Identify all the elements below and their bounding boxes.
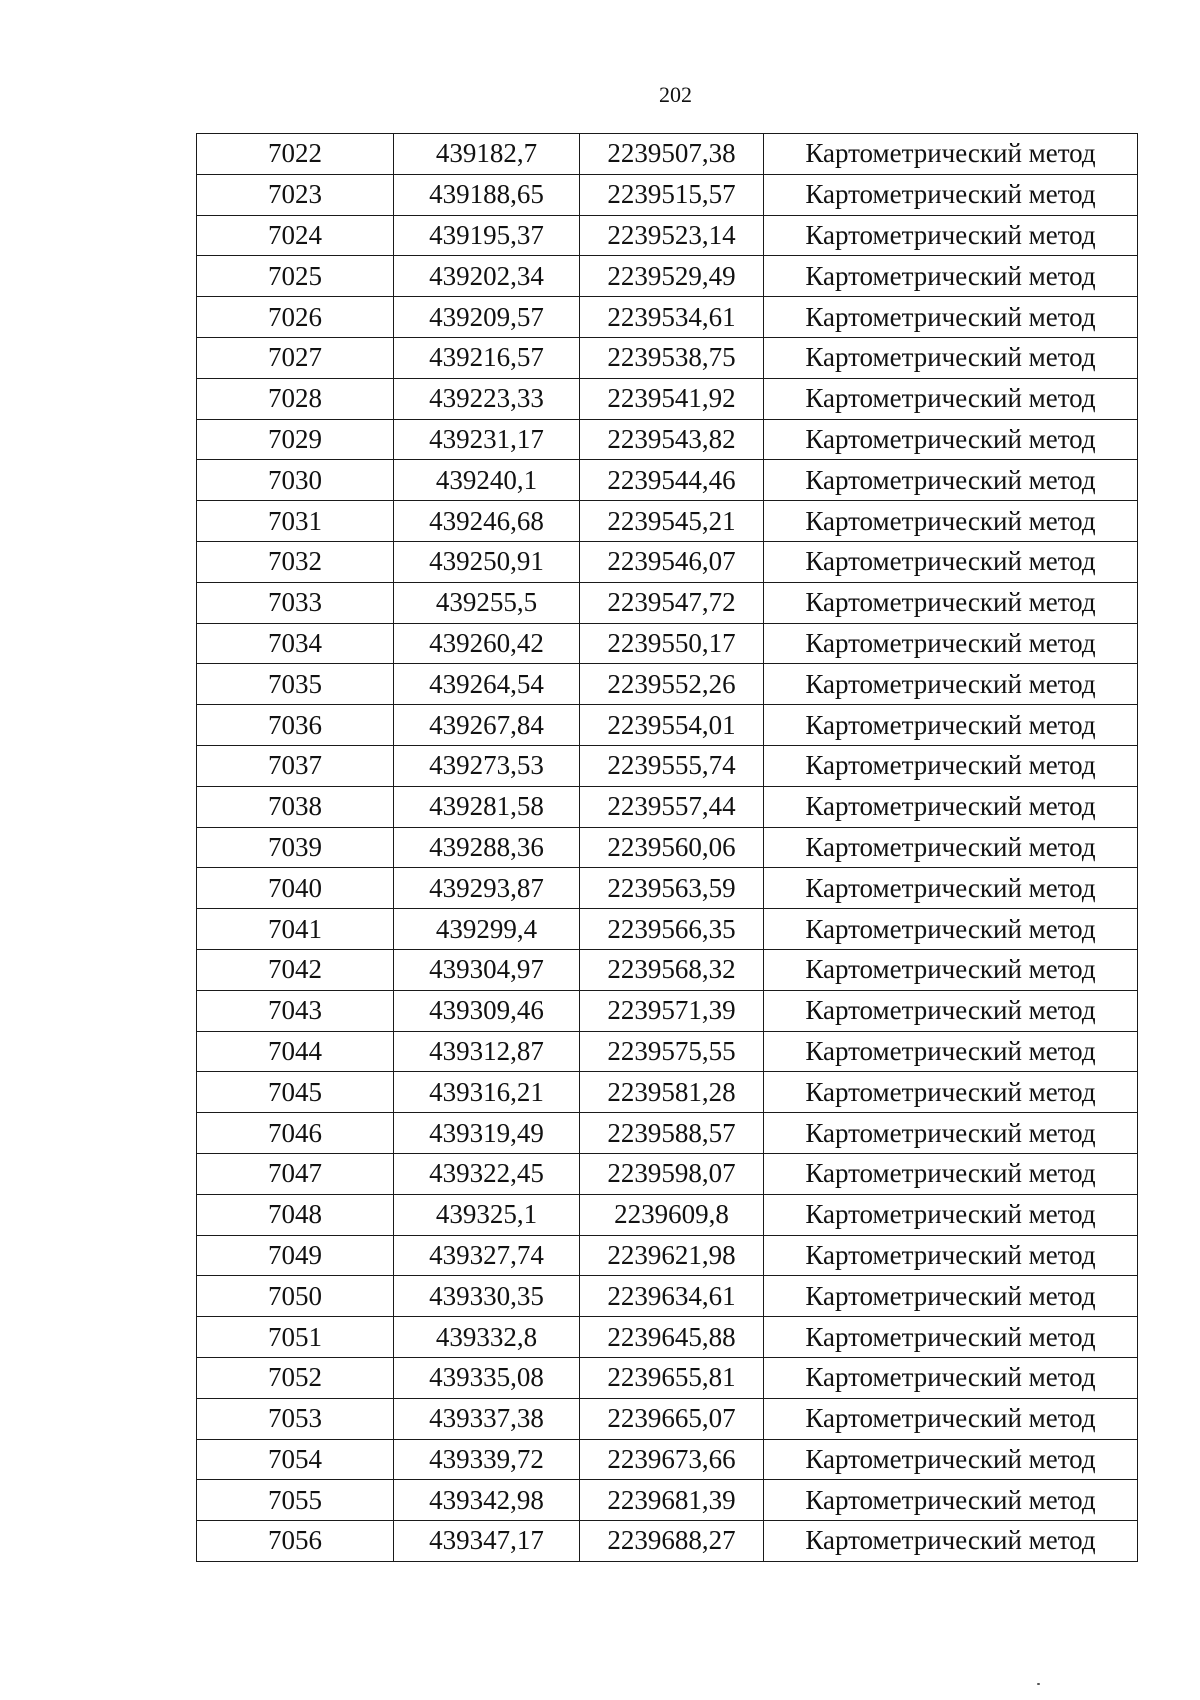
method-cell: Картометрический метод: [764, 868, 1138, 909]
y-coordinate-cell: 2239534,61: [580, 297, 764, 338]
x-coordinate-cell: 439304,97: [394, 949, 580, 990]
y-coordinate-cell: 2239566,35: [580, 909, 764, 950]
y-coordinate-cell: 2239581,28: [580, 1072, 764, 1113]
x-coordinate-cell: 439312,87: [394, 1031, 580, 1072]
y-coordinate-cell: 2239523,14: [580, 215, 764, 256]
y-coordinate-cell: 2239563,59: [580, 868, 764, 909]
method-cell: Картометрический метод: [764, 786, 1138, 827]
table-row: [197, 419, 1138, 460]
point-number-cell: 7030: [197, 460, 394, 501]
table-row: [197, 1398, 1138, 1439]
table-row: [197, 1357, 1138, 1398]
point-number-cell: 7054: [197, 1439, 394, 1480]
x-coordinate-cell: 439322,45: [394, 1153, 580, 1194]
x-coordinate-cell: 439332,8: [394, 1317, 580, 1358]
y-coordinate-cell: 2239681,39: [580, 1480, 764, 1521]
y-coordinate-cell: 2239560,06: [580, 827, 764, 868]
x-coordinate-cell: 439342,98: [394, 1480, 580, 1521]
table-row: [197, 868, 1138, 909]
point-number-cell: 7024: [197, 215, 394, 256]
point-number-cell: 7049: [197, 1235, 394, 1276]
y-coordinate-cell: 2239688,27: [580, 1521, 764, 1562]
point-number-cell: 7048: [197, 1194, 394, 1235]
x-coordinate-cell: 439188,65: [394, 174, 580, 215]
table-row: [197, 786, 1138, 827]
y-coordinate-cell: 2239665,07: [580, 1398, 764, 1439]
x-coordinate-cell: 439330,35: [394, 1276, 580, 1317]
method-cell: Картометрический метод: [764, 745, 1138, 786]
x-coordinate-cell: 439281,58: [394, 786, 580, 827]
table-row: [197, 174, 1138, 215]
y-coordinate-cell: 2239655,81: [580, 1357, 764, 1398]
point-number-cell: 7032: [197, 541, 394, 582]
x-coordinate-cell: 439255,5: [394, 582, 580, 623]
method-cell: Картометрический метод: [764, 1480, 1138, 1521]
table-row: [197, 256, 1138, 297]
y-coordinate-cell: 2239557,44: [580, 786, 764, 827]
point-number-cell: 7046: [197, 1113, 394, 1154]
x-coordinate-cell: 439240,1: [394, 460, 580, 501]
method-cell: Картометрический метод: [764, 1521, 1138, 1562]
y-coordinate-cell: 2239634,61: [580, 1276, 764, 1317]
y-coordinate-cell: 2239598,07: [580, 1153, 764, 1194]
table-row: [197, 1317, 1138, 1358]
y-coordinate-cell: 2239543,82: [580, 419, 764, 460]
table-row: [197, 827, 1138, 868]
table-row: [197, 297, 1138, 338]
coordinates-table: [196, 133, 1138, 1562]
method-cell: Картометрический метод: [764, 297, 1138, 338]
page-number: 202: [659, 82, 692, 107]
y-coordinate-cell: 2239547,72: [580, 582, 764, 623]
y-coordinate-cell: 2239507,38: [580, 134, 764, 175]
y-coordinate-cell: 2239550,17: [580, 623, 764, 664]
x-coordinate-cell: 439309,46: [394, 990, 580, 1031]
point-number-cell: 7026: [197, 297, 394, 338]
scan-speck: [1037, 1683, 1040, 1685]
y-coordinate-cell: 2239673,66: [580, 1439, 764, 1480]
x-coordinate-cell: 439250,91: [394, 541, 580, 582]
y-coordinate-cell: 2239554,01: [580, 705, 764, 746]
point-number-cell: 7050: [197, 1276, 394, 1317]
y-coordinate-cell: 2239544,46: [580, 460, 764, 501]
x-coordinate-cell: 439293,87: [394, 868, 580, 909]
x-coordinate-cell: 439325,1: [394, 1194, 580, 1235]
method-cell: Картометрический метод: [764, 623, 1138, 664]
method-cell: Картометрический метод: [764, 1398, 1138, 1439]
point-number-cell: 7022: [197, 134, 394, 175]
x-coordinate-cell: 439216,57: [394, 337, 580, 378]
table-row: [197, 1521, 1138, 1562]
x-coordinate-cell: 439267,84: [394, 705, 580, 746]
method-cell: Картометрический метод: [764, 1113, 1138, 1154]
y-coordinate-cell: 2239609,8: [580, 1194, 764, 1235]
point-number-cell: 7033: [197, 582, 394, 623]
y-coordinate-cell: 2239575,55: [580, 1031, 764, 1072]
table-row: [197, 1235, 1138, 1276]
x-coordinate-cell: 439260,42: [394, 623, 580, 664]
point-number-cell: 7039: [197, 827, 394, 868]
table-row: [197, 1480, 1138, 1521]
method-cell: Картометрический метод: [764, 990, 1138, 1031]
x-coordinate-cell: 439327,74: [394, 1235, 580, 1276]
table-row: [197, 623, 1138, 664]
table-row: [197, 949, 1138, 990]
method-cell: Картометрический метод: [764, 256, 1138, 297]
method-cell: Картометрический метод: [764, 1194, 1138, 1235]
point-number-cell: 7023: [197, 174, 394, 215]
method-cell: Картометрический метод: [764, 174, 1138, 215]
point-number-cell: 7025: [197, 256, 394, 297]
point-number-cell: 7044: [197, 1031, 394, 1072]
table-row: [197, 215, 1138, 256]
point-number-cell: 7029: [197, 419, 394, 460]
x-coordinate-cell: 439339,72: [394, 1439, 580, 1480]
x-coordinate-cell: 439195,37: [394, 215, 580, 256]
method-cell: Картометрический метод: [764, 134, 1138, 175]
method-cell: Картометрический метод: [764, 541, 1138, 582]
method-cell: Картометрический метод: [764, 1317, 1138, 1358]
table-row: [197, 1031, 1138, 1072]
method-cell: Картометрический метод: [764, 1357, 1138, 1398]
x-coordinate-cell: 439202,34: [394, 256, 580, 297]
method-cell: Картометрический метод: [764, 419, 1138, 460]
point-number-cell: 7045: [197, 1072, 394, 1113]
method-cell: Картометрический метод: [764, 1031, 1138, 1072]
table-row: [197, 745, 1138, 786]
method-cell: Картометрический метод: [764, 1072, 1138, 1113]
table-row: [197, 460, 1138, 501]
x-coordinate-cell: 439316,21: [394, 1072, 580, 1113]
coordinates-table-body: [197, 134, 1138, 1562]
table-row: [197, 1276, 1138, 1317]
method-cell: Картометрический метод: [764, 460, 1138, 501]
method-cell: Картометрический метод: [764, 949, 1138, 990]
y-coordinate-cell: 2239545,21: [580, 501, 764, 542]
x-coordinate-cell: 439209,57: [394, 297, 580, 338]
y-coordinate-cell: 2239588,57: [580, 1113, 764, 1154]
method-cell: Картометрический метод: [764, 909, 1138, 950]
table-row: [197, 909, 1138, 950]
method-cell: Картометрический метод: [764, 215, 1138, 256]
point-number-cell: 7053: [197, 1398, 394, 1439]
x-coordinate-cell: 439337,38: [394, 1398, 580, 1439]
x-coordinate-cell: 439231,17: [394, 419, 580, 460]
point-number-cell: 7037: [197, 745, 394, 786]
y-coordinate-cell: 2239546,07: [580, 541, 764, 582]
method-cell: Картометрический метод: [764, 1235, 1138, 1276]
x-coordinate-cell: 439223,33: [394, 378, 580, 419]
point-number-cell: 7036: [197, 705, 394, 746]
method-cell: Картометрический метод: [764, 582, 1138, 623]
table-row: [197, 134, 1138, 175]
x-coordinate-cell: 439246,68: [394, 501, 580, 542]
point-number-cell: 7027: [197, 337, 394, 378]
y-coordinate-cell: 2239541,92: [580, 378, 764, 419]
table-row: [197, 378, 1138, 419]
point-number-cell: 7034: [197, 623, 394, 664]
table-row: [197, 990, 1138, 1031]
y-coordinate-cell: 2239538,75: [580, 337, 764, 378]
y-coordinate-cell: 2239555,74: [580, 745, 764, 786]
method-cell: Картометрический метод: [764, 705, 1138, 746]
y-coordinate-cell: 2239515,57: [580, 174, 764, 215]
table-row: [197, 541, 1138, 582]
table-row: [197, 705, 1138, 746]
y-coordinate-cell: 2239621,98: [580, 1235, 764, 1276]
table-row: [197, 1113, 1138, 1154]
point-number-cell: 7052: [197, 1357, 394, 1398]
table-row: [197, 1194, 1138, 1235]
table-row: [197, 582, 1138, 623]
point-number-cell: 7047: [197, 1153, 394, 1194]
method-cell: Картометрический метод: [764, 827, 1138, 868]
method-cell: Картометрический метод: [764, 1439, 1138, 1480]
point-number-cell: 7028: [197, 378, 394, 419]
x-coordinate-cell: 439335,08: [394, 1357, 580, 1398]
table-row: [197, 337, 1138, 378]
method-cell: Картометрический метод: [764, 378, 1138, 419]
point-number-cell: 7031: [197, 501, 394, 542]
point-number-cell: 7041: [197, 909, 394, 950]
table-row: [197, 664, 1138, 705]
x-coordinate-cell: 439273,53: [394, 745, 580, 786]
x-coordinate-cell: 439288,36: [394, 827, 580, 868]
point-number-cell: 7042: [197, 949, 394, 990]
table-row: [197, 501, 1138, 542]
x-coordinate-cell: 439319,49: [394, 1113, 580, 1154]
y-coordinate-cell: 2239529,49: [580, 256, 764, 297]
method-cell: Картометрический метод: [764, 1276, 1138, 1317]
point-number-cell: 7051: [197, 1317, 394, 1358]
table-row: [197, 1072, 1138, 1113]
point-number-cell: 7056: [197, 1521, 394, 1562]
point-number-cell: 7055: [197, 1480, 394, 1521]
method-cell: Картометрический метод: [764, 1153, 1138, 1194]
point-number-cell: 7038: [197, 786, 394, 827]
y-coordinate-cell: 2239571,39: [580, 990, 764, 1031]
y-coordinate-cell: 2239645,88: [580, 1317, 764, 1358]
point-number-cell: 7035: [197, 664, 394, 705]
y-coordinate-cell: 2239568,32: [580, 949, 764, 990]
method-cell: Картометрический метод: [764, 337, 1138, 378]
x-coordinate-cell: 439299,4: [394, 909, 580, 950]
x-coordinate-cell: 439347,17: [394, 1521, 580, 1562]
x-coordinate-cell: 439182,7: [394, 134, 580, 175]
x-coordinate-cell: 439264,54: [394, 664, 580, 705]
table-row: [197, 1153, 1138, 1194]
method-cell: Картометрический метод: [764, 501, 1138, 542]
table-row: [197, 1439, 1138, 1480]
y-coordinate-cell: 2239552,26: [580, 664, 764, 705]
point-number-cell: 7043: [197, 990, 394, 1031]
method-cell: Картометрический метод: [764, 664, 1138, 705]
point-number-cell: 7040: [197, 868, 394, 909]
